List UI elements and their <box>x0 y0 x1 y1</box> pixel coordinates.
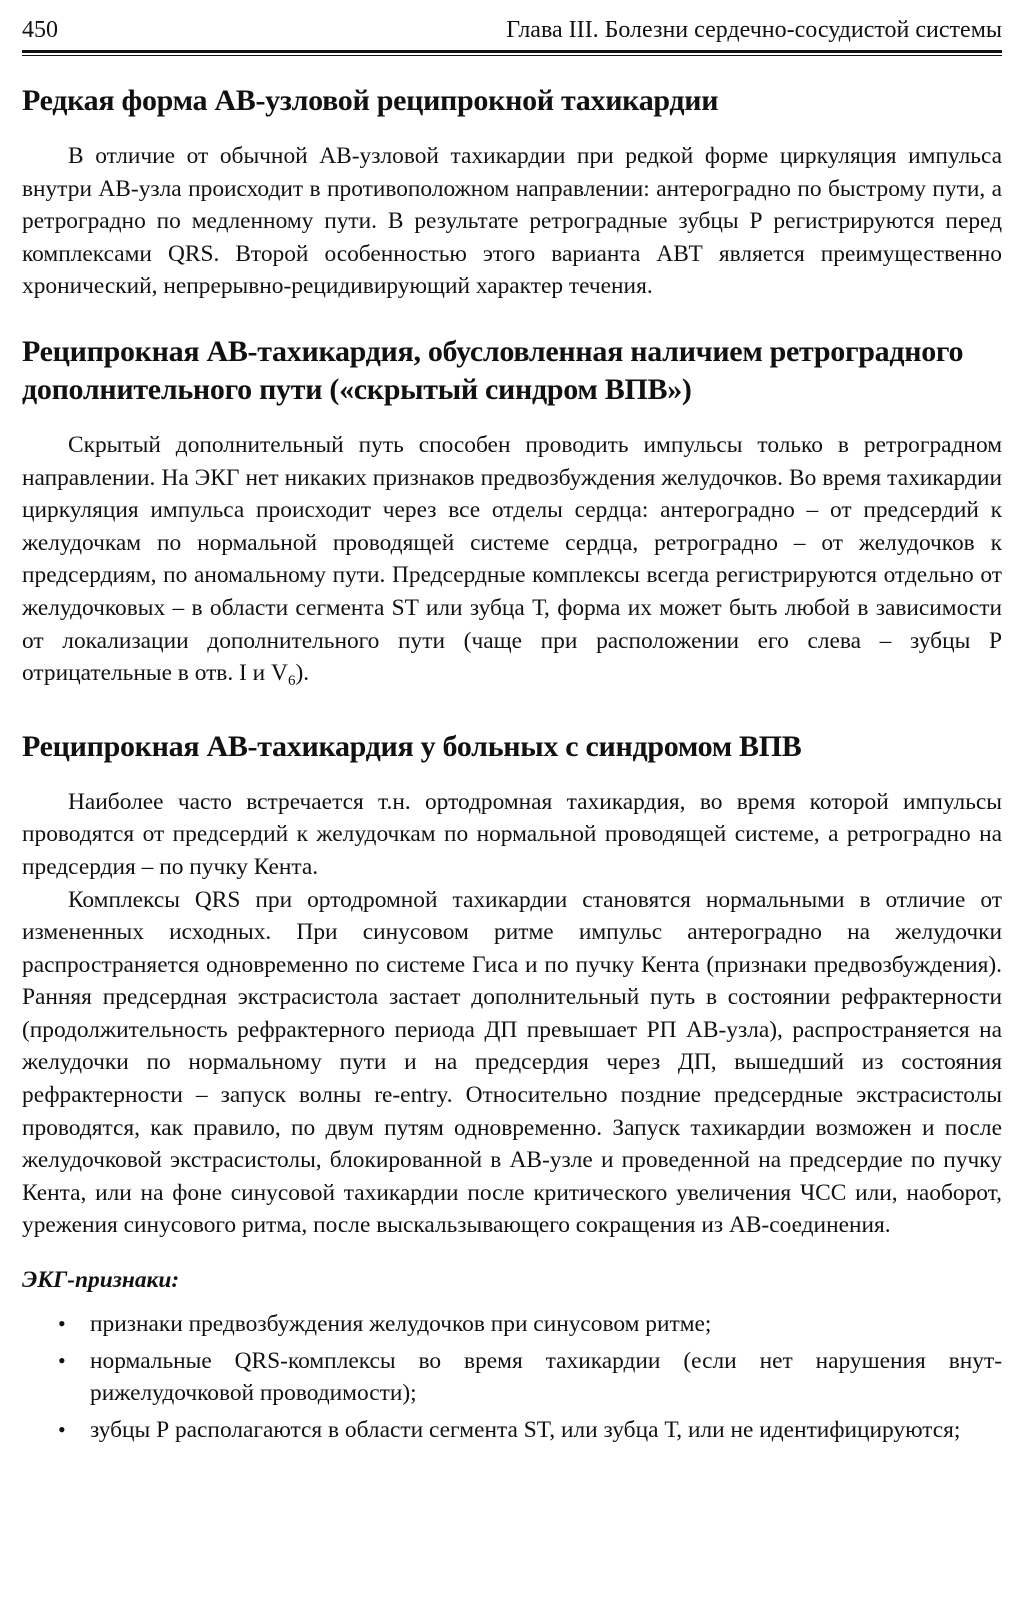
page-number: 450 <box>22 17 58 43</box>
lead-subscript: 6 <box>287 673 296 690</box>
paragraph <box>22 429 1002 690</box>
list-item-text: признаки предвозбуждения желудочков при синусовом ритме; <box>90 1311 712 1338</box>
bullet-icon: • <box>58 1416 66 1442</box>
paragraph-tail: ). <box>295 660 310 687</box>
section-heading-concealed-wpw: Реципрокная АВ-тахикардия, обусловленная наличием ретроградного дополнительного пути («скрытый синдром ВПВ») <box>22 334 964 406</box>
list-item-text: нормальные QRS-комплексы во время тахикардии (если нет нарушения внутрижелудочковой проводимости); <box>90 1347 1002 1407</box>
chapter-title: Глава III. Болезни сердечно-сосудистой системы <box>506 17 1002 43</box>
paragraph: Комплексы QRS при ортодромной тахикардии становятся нормальными в отличие от измененных исходных. При синусовом ритме импульс антероградно на желудочки распространяется одновременно по системе Гиса и по пучку Кента (признаки предвозбуждения). Ранняя предсердная экстрасистола застает дополнительный путь в состоянии рефрактерности (продолжительность рефрактерного периода ДП превышает РП АВ-узла), распространяется на желудочки по нормальному пути и на предсердия через ДП, вышедший из состояния рефрактерности – запуск волны re-entry. Относительно поздние предсердные экстрасистолы проводятся, как правило, по двум путям одновременно. Запуск тахикардии возможен и после желудочковой экстрасистолы, блокированной в АВ-узле и проведенной на предсердие по пучку Кента, или на фоне синусовой тахикардии после критического увеличения ЧСС или, наоборот, урежения синусового ритма, после выскальзывающего сокращения из АВ-соединения. <box>22 886 1002 1239</box>
header-rule <box>22 50 1002 56</box>
paragraph: Наиболее часто встречается т.н. ортодромная тахикардия, во время которой импульсы проводятся от предсердий к желудочкам по нормальной проводящей системе, а ретроградно на предсердия – по пучку Кента. <box>22 788 1002 880</box>
section-heading-rare-avnrt: Редкая форма АВ-узловой реципрокной тахикардии <box>22 84 719 117</box>
list-item <box>22 1345 1002 1410</box>
bullet-icon: • <box>58 1347 66 1373</box>
section-heading-wpw-avrt: Реципрокная АВ-тахикардия у больных с синдромом ВПВ <box>22 729 802 763</box>
paragraph: В отличие от обычной АВ-узловой тахикардии при редкой форме циркуляция импульса внутри АВ-узла происходит в противоположном направлении: антероградно по быстрому пути, а ретроградно по медленному пути. В результате ретроградные зубцы Р регистрируются перед комплексами QRS. Второй особенностью этого варианта АВТ является преимущественно хронический, непрерывно-рецидивирующий характер течения. <box>22 143 1002 300</box>
running-header <box>22 14 1002 48</box>
ecg-signs-title: ЭКГ-признаки: <box>22 1267 180 1294</box>
paragraph-text: Скрытый дополнительный путь способен проводить импульсы только в ретроградном направлении. На ЭКГ нет никаких признаков предвозбуждения желудочков. Во время тахикардии циркуляция импульса происходит через все отделы сердца: антероградно – от предсердий к желудочкам по нормальной проводящей системе сердца, ретроградно – от желудочков к предсердиям, по аномальному пути. Предсердные комплексы всегда регистрируются отдельно от желудочковых – в области сегмента ST или зубца Т, форма их может быть любой в зависимости от локализации дополнительного пути (чаще при расположении его слева – зубцы Р отрицательные в отв. I и V <box>22 431 1002 687</box>
list-item <box>22 1414 1002 1447</box>
list-item <box>22 1308 1002 1341</box>
book-page <box>22 14 1002 1450</box>
list-item-text: зубцы Р располагаются в области сегмента ST, или зубца Т, или не идентифицируются; <box>90 1416 961 1443</box>
ecg-signs-list <box>22 1308 1002 1446</box>
bullet-icon: • <box>58 1311 66 1337</box>
